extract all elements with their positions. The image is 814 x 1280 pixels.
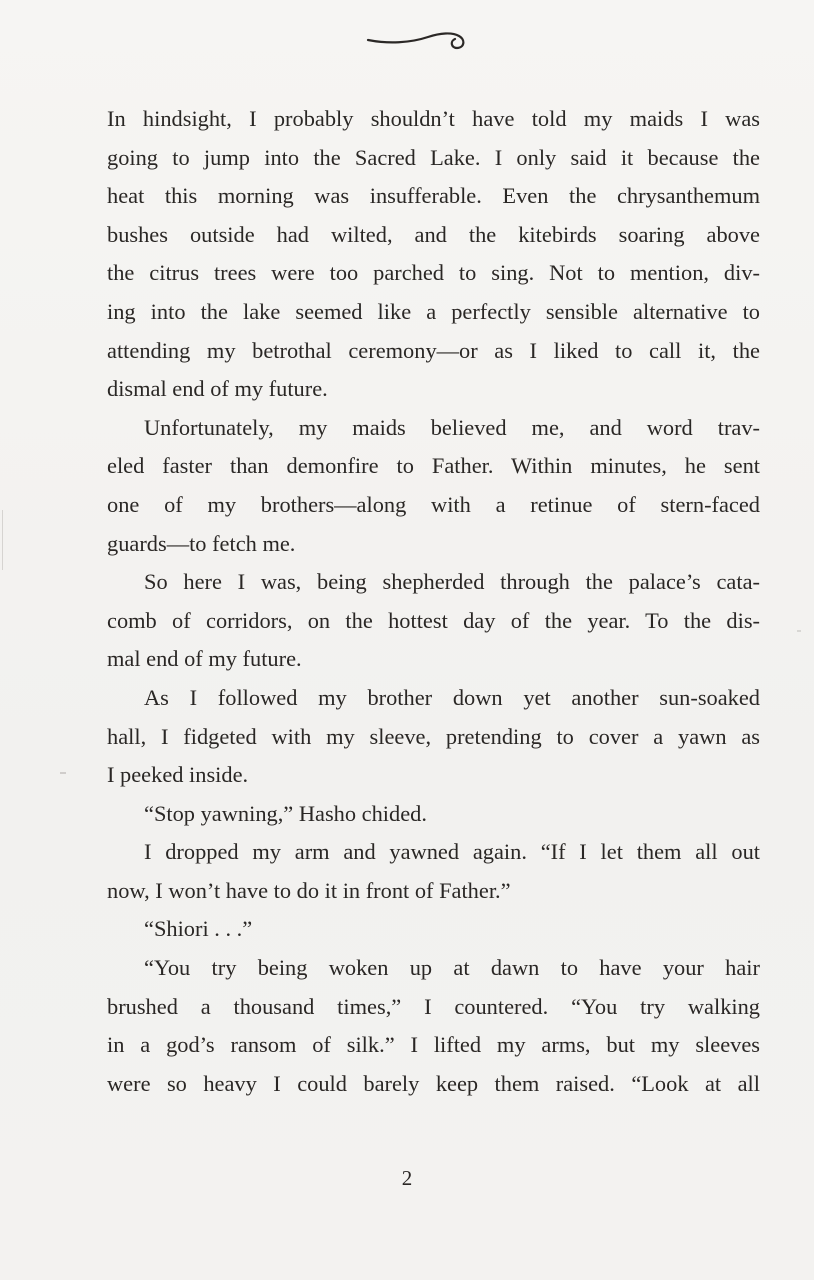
text-line: “Stop yawning,” Hasho chided. (144, 800, 427, 826)
chapter-ornament-icon (366, 26, 470, 56)
text-line: the citrus trees were too parched to sing. Not to mention, div- (107, 260, 760, 286)
text-line: were so heavy I could barely keep them raised. “Look at all (107, 1070, 760, 1096)
text-line: So here I was, being shepherded through the palace’s cata- (144, 569, 760, 595)
text-line: Unfortunately, my maids believed me, and word trav- (144, 414, 760, 440)
scan-speck (2, 510, 3, 570)
text-line: bushes outside had wilted, and the kitebirds soaring above (107, 221, 760, 247)
text-line: “You try being woken up at dawn to have your hair (144, 955, 760, 981)
text-line: one of my brothers—along with a retinue of stern-faced (107, 491, 760, 517)
text-line: comb of corridors, on the hottest day of the year. To the dis- (107, 607, 760, 633)
text-line: heat this morning was insufferable. Even the chrysanthemum (107, 183, 760, 209)
text-line: hall, I fidgeted with my sleeve, pretending to cover a yawn as (107, 723, 760, 749)
scan-speck (797, 630, 801, 632)
text-line: In hindsight, I probably shouldn’t have told my maids I was (107, 106, 760, 131)
text-line: guards—to fetch me. (107, 530, 296, 556)
text-line: “Shiori . . .” (144, 916, 253, 942)
text-line: I dropped my arm and yawned again. “If I let them all out (144, 839, 760, 865)
text-line: dismal end of my future. (107, 376, 328, 402)
text-line: going to jump into the Sacred Lake. I only said it because the (107, 144, 760, 170)
text-line: brushed a thousand times,” I countered. “You try walking (107, 993, 760, 1019)
text-line: eled faster than demonfire to Father. Within minutes, he sent (107, 453, 760, 479)
text-line: ing into the lake seemed like a perfectly sensible alternative to (107, 298, 760, 324)
text-line: mal end of my future. (107, 646, 302, 672)
scan-speck (60, 772, 66, 774)
body-text (107, 100, 760, 1103)
text-line: attending my betrothal ceremony—or as I liked to call it, the (107, 337, 760, 363)
page-number: 2 (401, 1166, 413, 1190)
text-line: in a god’s ransom of silk.” I lifted my arms, but my sleeves (107, 1032, 760, 1058)
text-line: As I followed my brother down yet another sun-soaked (144, 684, 760, 710)
text-line: now, I won’t have to do it in front of Father.” (107, 877, 511, 903)
text-line: I peeked inside. (107, 762, 249, 788)
